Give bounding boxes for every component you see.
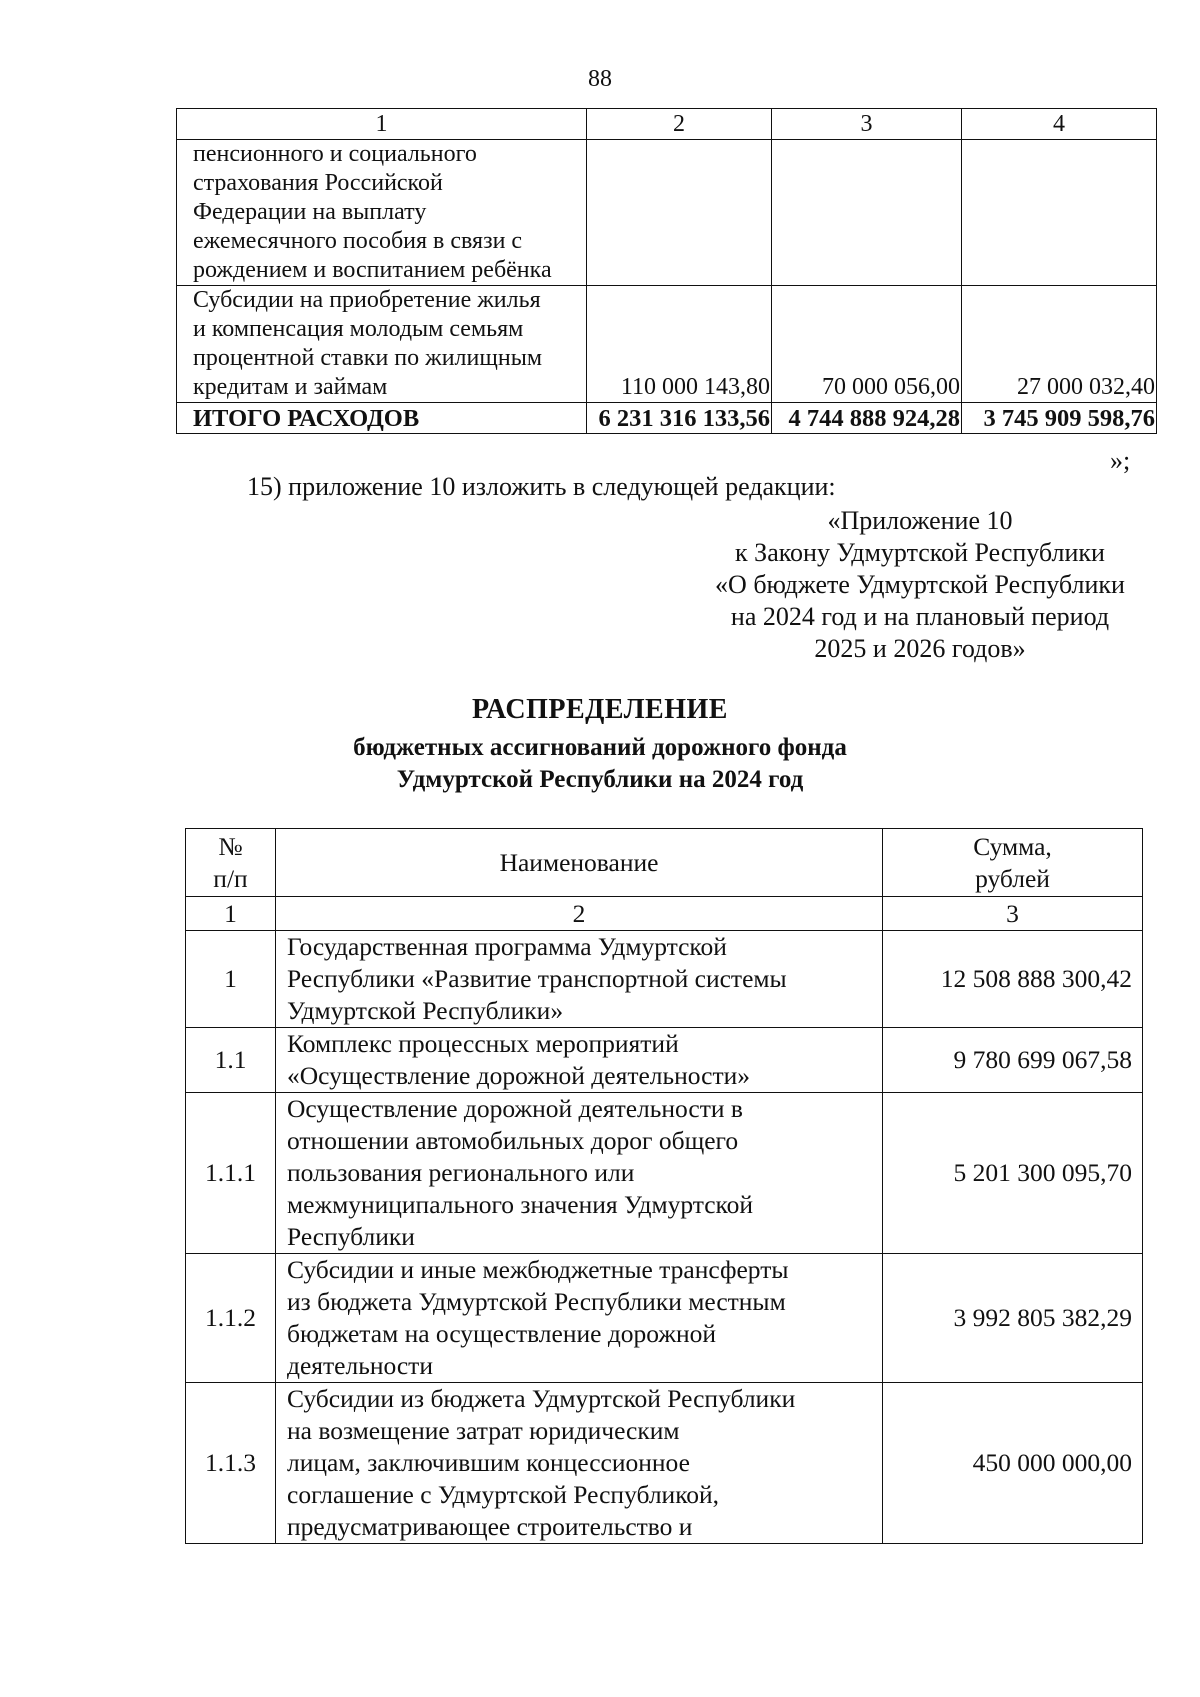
page-number: 88 bbox=[588, 66, 612, 92]
total-2025-cell: 4 744 888 924,28 bbox=[772, 403, 962, 434]
row-number-cell: 1.1 bbox=[186, 1028, 276, 1093]
amount-2026-cell: 27 000 032,40 bbox=[962, 286, 1157, 403]
name-header-cell: Наименование bbox=[276, 829, 883, 897]
expense-name-line: и компенсация молодым семьям bbox=[193, 316, 524, 342]
expenses-table-row bbox=[177, 286, 1157, 403]
expense-name-line: процентной ставки по жилищным bbox=[193, 345, 543, 371]
row-name-line: Субсидии и иные межбюджетные трансферты bbox=[287, 1255, 789, 1284]
column-number-cell: 2 bbox=[587, 109, 772, 140]
row-sum-cell: 450 000 000,00 bbox=[883, 1383, 1143, 1544]
row-name-line: деятельности bbox=[287, 1351, 433, 1380]
document-subtitle: Удмуртской Республики на 2024 год bbox=[396, 766, 804, 793]
row-sum-cell: 5 201 300 095,70 bbox=[883, 1093, 1143, 1254]
index-cell: 3 bbox=[883, 897, 1143, 931]
closing-quote: »; bbox=[1110, 446, 1131, 475]
row-number-cell: 1 bbox=[186, 931, 276, 1028]
road-fund-table bbox=[185, 828, 1143, 1544]
row-name-cell bbox=[276, 1028, 883, 1093]
row-name-line: межмуниципального значения Удмуртской bbox=[287, 1190, 754, 1219]
road-fund-row bbox=[186, 1028, 1143, 1093]
row-name-line: Субсидии из бюджета Удмуртской Республики bbox=[287, 1384, 796, 1413]
row-name-cell bbox=[276, 1254, 883, 1383]
road-fund-row bbox=[186, 1254, 1143, 1383]
expense-name-line: страхования Российской bbox=[193, 170, 443, 196]
amount-2025-cell bbox=[772, 140, 962, 286]
row-name-cell bbox=[276, 1383, 883, 1544]
row-name-line: из бюджета Удмуртской Республики местным bbox=[287, 1287, 786, 1316]
row-name-line: предусматривающее строительство и bbox=[287, 1512, 693, 1541]
expenses-table bbox=[176, 108, 1157, 434]
expense-name-line: Субсидии на приобретение жилья bbox=[193, 287, 541, 313]
appendix-header-line: «Приложение 10 bbox=[827, 506, 1013, 535]
number-header-cell bbox=[186, 829, 276, 897]
appendix-header-line: на 2024 год и на плановый период bbox=[730, 602, 1110, 631]
row-name-line: Республики bbox=[287, 1222, 415, 1251]
row-name-line: отношении автомобильных дорог общего bbox=[287, 1126, 739, 1155]
amount-2024-cell bbox=[587, 140, 772, 286]
road-fund-header-row bbox=[186, 829, 1143, 897]
expenses-table-header-row bbox=[177, 109, 1157, 140]
expenses-total-row bbox=[177, 403, 1157, 434]
amendment-instruction: 15) приложение 10 изложить в следующей редакции: bbox=[247, 472, 836, 501]
row-name-line: Удмуртской Республики» bbox=[287, 996, 564, 1025]
expense-name-cell bbox=[177, 140, 587, 286]
document-title: РАСПРЕДЕЛЕНИЕ bbox=[472, 694, 728, 725]
column-number-cell: 1 bbox=[177, 109, 587, 140]
amount-2025-cell: 70 000 056,00 bbox=[772, 286, 962, 403]
sum-header-cell bbox=[883, 829, 1143, 897]
total-2026-cell: 3 745 909 598,76 bbox=[962, 403, 1157, 434]
sum-header-line: Сумма, bbox=[973, 831, 1052, 861]
row-number-cell: 1.1.3 bbox=[186, 1383, 276, 1544]
number-header-line: п/п bbox=[213, 863, 248, 893]
expense-name-line: Федерации на выплату bbox=[193, 199, 427, 225]
road-fund-row bbox=[186, 931, 1143, 1028]
row-name-line: Осуществление дорожной деятельности в bbox=[287, 1094, 743, 1123]
row-number-cell: 1.1.1 bbox=[186, 1093, 276, 1254]
appendix-header-line: 2025 и 2026 годов» bbox=[814, 634, 1026, 663]
road-fund-row bbox=[186, 1383, 1143, 1544]
road-fund-row bbox=[186, 1093, 1143, 1254]
number-header-line: № bbox=[218, 831, 243, 861]
expense-name-line: ежемесячного пособия в связи с bbox=[193, 228, 523, 254]
row-sum-cell: 3 992 805 382,29 bbox=[883, 1254, 1143, 1383]
amount-2024-cell: 110 000 143,80 bbox=[587, 286, 772, 403]
road-fund-index-row bbox=[186, 897, 1143, 931]
row-name-line: пользования регионального или bbox=[287, 1158, 635, 1187]
row-name-cell bbox=[276, 931, 883, 1028]
row-name-line: соглашение с Удмуртской Республикой, bbox=[287, 1480, 720, 1509]
row-name-line: Комплекс процессных мероприятий bbox=[287, 1029, 679, 1058]
total-label-cell: ИТОГО РАСХОДОВ bbox=[177, 403, 587, 434]
column-number-cell: 4 bbox=[962, 109, 1157, 140]
index-cell: 1 bbox=[186, 897, 276, 931]
total-2024-cell: 6 231 316 133,56 bbox=[587, 403, 772, 434]
expense-name-cell bbox=[177, 286, 587, 403]
row-sum-cell: 12 508 888 300,42 bbox=[883, 931, 1143, 1028]
appendix-header-line: к Закону Удмуртской Республики bbox=[735, 538, 1105, 567]
row-name-line: лицам, заключившим концессионное bbox=[287, 1448, 690, 1477]
row-number-cell: 1.1.2 bbox=[186, 1254, 276, 1383]
row-name-cell bbox=[276, 1093, 883, 1254]
expense-name-line: пенсионного и социального bbox=[193, 141, 477, 167]
sum-header-line: рублей bbox=[975, 863, 1050, 893]
row-sum-cell: 9 780 699 067,58 bbox=[883, 1028, 1143, 1093]
row-name-line: бюджетам на осуществление дорожной bbox=[287, 1319, 717, 1348]
column-number-cell: 3 bbox=[772, 109, 962, 140]
row-name-line: «Осуществление дорожной деятельности» bbox=[287, 1061, 751, 1090]
appendix-header-line: «О бюджете Удмуртской Республики bbox=[715, 570, 1125, 599]
expense-name-line: кредитам и займам bbox=[193, 374, 388, 400]
expense-name-line: рождением и воспитанием ребёнка bbox=[193, 257, 552, 283]
row-name-line: Государственная программа Удмуртской bbox=[287, 932, 727, 961]
document-subtitle: бюджетных ассигнований дорожного фонда bbox=[353, 734, 847, 761]
row-name-line: на возмещение затрат юридическим bbox=[287, 1416, 680, 1445]
expenses-table-row bbox=[177, 140, 1157, 286]
amount-2026-cell bbox=[962, 140, 1157, 286]
index-cell: 2 bbox=[276, 897, 883, 931]
row-name-line: Республики «Развитие транспортной системы bbox=[287, 964, 787, 993]
